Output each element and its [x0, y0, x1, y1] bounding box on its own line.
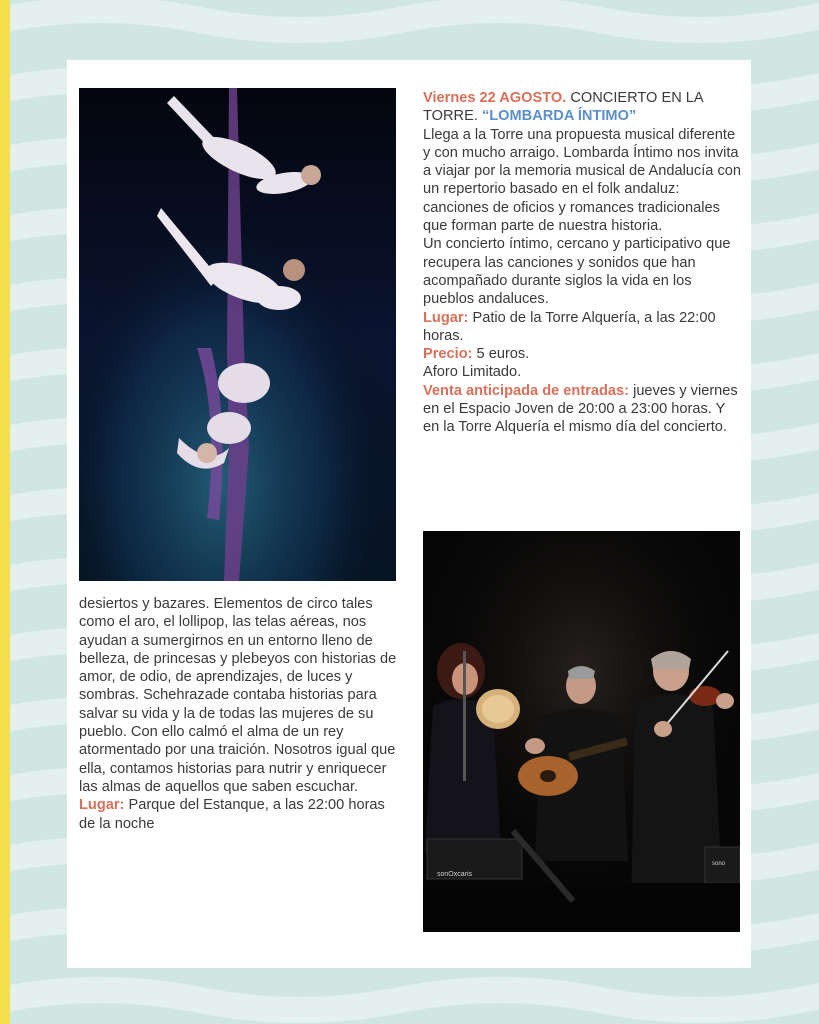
content-panel	[67, 60, 751, 968]
aerial-acrobats-photo	[79, 88, 396, 581]
event-header	[423, 89, 743, 126]
previous-place-label: Lugar:	[79, 797, 125, 814]
event-title: “LOMBARDA ÍNTIMO”	[481, 108, 637, 125]
event-presale	[423, 382, 743, 437]
presale-label: Venta anticipada de entradas:	[423, 382, 630, 399]
previous-event-place	[79, 796, 404, 833]
event-date: Viernes 22 AGOSTO.	[423, 90, 567, 106]
band-concert-photo	[423, 531, 740, 932]
presale-value: jueves y viernes en el Espacio Joven de 20:00 a 23:00 horas. Y en la Torre Alquería el mismo día del concierto.	[423, 382, 738, 436]
event-place	[423, 309, 743, 346]
previous-event-text-block	[79, 595, 404, 833]
previous-event-description: desiertos y bazares. Elementos de circo tales como el aro, el lollipop, las telas aéreas, nos ayudan a sumergirnos en un entorno lleno de belleza, de princesas y plebeyos con historias de amor, de odio, de aprendizajes, de luces y sombras. Schehrazade contaba historias para salvar su vida y la de todas las mujeres de su pueblo. Con ello calmó el alma de un rey atormentado por una traición. Nosotros igual que ella, contamos historias para nutrir y enriquecer las almas de aquellos que saben escuchar.	[79, 596, 397, 795]
price-value: 5 euros.	[476, 346, 530, 363]
amp-label-right: sono	[712, 861, 726, 867]
event-price	[423, 345, 743, 363]
event-description-1: Llega a la Torre una propuesta musical diferente y con mucho arraigo. Lombarda Íntimo nos invita a viajar por la memoria musical de Andalucía con un repertorio basado en el folk andaluz: canciones de oficios y romances tradicionales que forman parte de nuestra historia.	[423, 126, 741, 235]
event-text-block	[423, 89, 743, 437]
place-value: Patio de la Torre Alquería, a las 22:00 horas.	[423, 309, 716, 344]
event-capacity: Aforo Limitado.	[423, 364, 522, 381]
event-description-2: Un concierto íntimo, cercano y participativo que recupera las canciones y sonidos que han acompañado durante siglos la vida en los pueblos andaluces.	[423, 236, 731, 308]
amp-label: sonOxcaris	[437, 871, 473, 878]
previous-place-value: Parque del Estanque, a las 22:00 horas de la noche	[79, 797, 385, 832]
yellow-edge-strip	[0, 0, 10, 1024]
place-label: Lugar:	[423, 309, 469, 326]
event-heading: CONCIERTO EN LA TORRE.	[423, 90, 703, 125]
price-label: Precio:	[423, 346, 473, 363]
